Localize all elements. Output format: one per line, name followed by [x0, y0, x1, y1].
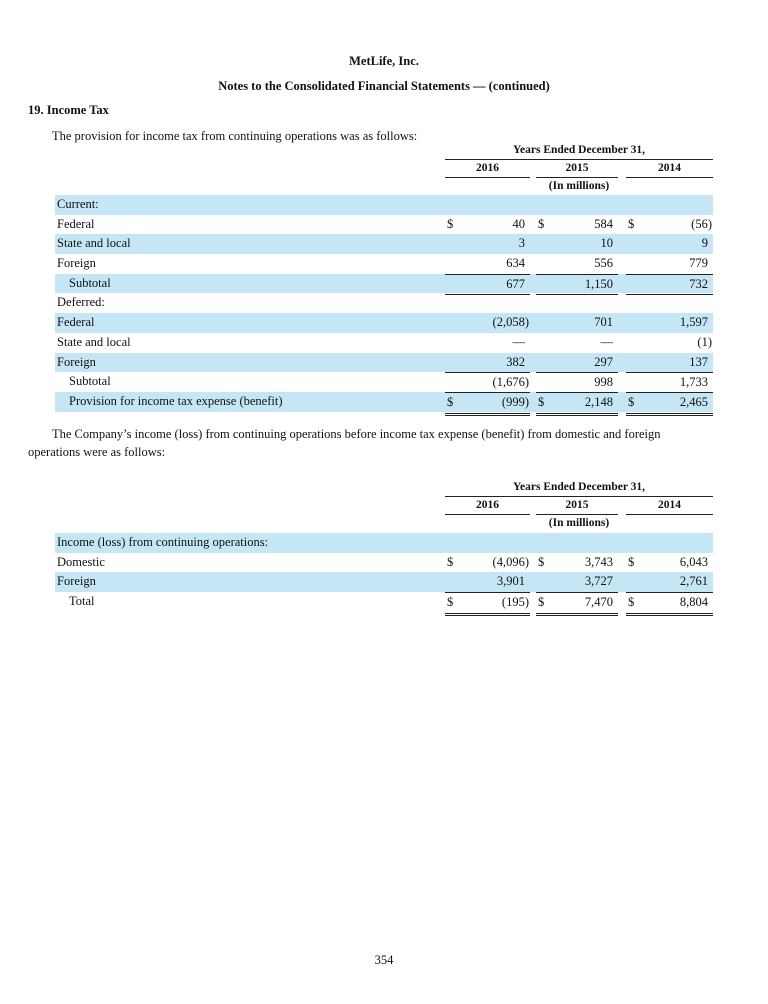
value-cell [626, 572, 713, 592]
value-cell [536, 215, 618, 235]
value-cell [445, 333, 530, 353]
row-label: State and local [57, 334, 131, 349]
value-cell [626, 333, 713, 353]
divider [626, 177, 713, 178]
cell-value: 634 [506, 256, 525, 271]
value-cell [626, 195, 713, 215]
value-cell [445, 195, 530, 215]
row-label: Current: [57, 197, 99, 211]
currency-symbol: $ [447, 216, 454, 231]
cell-value: 2,148 [584, 394, 613, 409]
value-cell [536, 234, 618, 254]
row-label: State and local [57, 236, 131, 251]
row-label: Provision for income tax expense (benefit) [69, 393, 283, 408]
cell-value: (4,096) [492, 554, 529, 569]
table-row [55, 293, 713, 313]
value-cell [536, 533, 618, 553]
value-cell [445, 293, 530, 313]
table-row [55, 592, 713, 612]
value-cell [536, 293, 618, 313]
paragraph-1: The provision for income tax from continuing operations was as follows: [52, 129, 418, 143]
currency-symbol: $ [538, 554, 545, 569]
value-cell [626, 234, 713, 254]
table-row [55, 195, 713, 215]
cell-value: 3,743 [584, 554, 613, 569]
table-row [55, 372, 713, 392]
cell-value: 2,761 [679, 574, 708, 589]
row-label: Income (loss) from continuing operations: [57, 535, 269, 549]
table-row [55, 553, 713, 573]
cell-value: 1,733 [679, 375, 708, 390]
cell-value: — [512, 334, 525, 349]
page-subtitle: Notes to the Consolidated Financial Statements — (continued) [218, 79, 550, 93]
value-cell [536, 195, 618, 215]
value-cell [445, 533, 530, 553]
cell-value: 6,043 [679, 554, 708, 569]
currency-symbol: $ [447, 554, 454, 569]
divider [536, 177, 618, 178]
cell-value: 7,470 [584, 595, 613, 610]
header-year-2014: 2014 [658, 499, 681, 511]
row-label: Foreign [57, 256, 96, 271]
value-cell [626, 353, 713, 373]
cell-value: 2,465 [679, 394, 708, 409]
cell-value: (2,058) [492, 315, 529, 330]
row-label: Foreign [57, 574, 96, 589]
table-row [55, 313, 713, 333]
row-label: Federal [57, 216, 95, 231]
header-year-2014: 2014 [658, 162, 681, 174]
header-group: Years Ended December 31, [512, 481, 646, 493]
cell-value: 297 [594, 354, 613, 369]
value-cell [445, 215, 530, 235]
value-cell [445, 254, 530, 274]
value-cell [445, 313, 530, 333]
value-cell [445, 572, 530, 592]
row-label: Federal [57, 315, 95, 330]
cell-value: 382 [506, 354, 525, 369]
value-cell [445, 372, 530, 393]
cell-value: (1,676) [492, 375, 529, 390]
value-cell [445, 353, 530, 373]
value-cell [626, 215, 713, 235]
value-cell [536, 372, 618, 393]
cell-value: 1,597 [679, 315, 708, 330]
value-cell [536, 353, 618, 373]
currency-symbol: $ [628, 216, 635, 231]
company-name: MetLife, Inc. [349, 54, 419, 68]
divider [626, 514, 713, 515]
cell-value: 1,150 [584, 276, 613, 291]
currency-symbol: $ [538, 595, 545, 610]
row-label: Subtotal [69, 275, 111, 290]
table-row [55, 533, 713, 553]
currency-symbol: $ [538, 394, 545, 409]
value-cell [536, 274, 618, 296]
page-number: 354 [374, 953, 394, 967]
value-cell [445, 234, 530, 254]
value-cell [445, 274, 530, 296]
value-cell [626, 592, 713, 616]
value-cell [626, 293, 713, 313]
value-cell [626, 372, 713, 393]
row-label: Total [69, 594, 95, 609]
row-label: Domestic [57, 554, 105, 569]
value-cell [536, 333, 618, 353]
header-year-2016: 2016 [476, 162, 499, 174]
cell-value: (1) [697, 334, 712, 349]
cell-value: — [600, 334, 613, 349]
header-units: (In millions) [548, 517, 610, 529]
divider [536, 514, 618, 515]
row-label: Deferred: [57, 295, 105, 310]
section-title: 19. Income Tax [28, 103, 109, 117]
paragraph-2-line-1: The Company’s income (loss) from continuing operations before income tax expense (benefit) from domestic and foreign [52, 427, 661, 441]
cell-value: 3 [518, 236, 525, 251]
cell-value: 779 [689, 256, 708, 271]
table-row [55, 254, 713, 274]
income-by-jurisdiction-table [55, 533, 713, 612]
cell-value: 584 [594, 216, 613, 231]
value-cell [536, 553, 618, 573]
divider [445, 514, 530, 515]
currency-symbol: $ [447, 394, 454, 409]
currency-symbol: $ [628, 554, 635, 569]
value-cell [626, 553, 713, 573]
header-units: (In millions) [548, 180, 610, 192]
value-cell [536, 572, 618, 592]
cell-value: 40 [512, 216, 525, 231]
cell-value: 998 [594, 375, 613, 390]
header-year-2015: 2015 [565, 499, 589, 511]
value-cell [445, 553, 530, 573]
table-row [55, 572, 713, 592]
table-row [55, 274, 713, 294]
value-cell [536, 592, 618, 616]
table-row [55, 392, 713, 412]
cell-value: 701 [594, 315, 613, 330]
cell-value: (56) [691, 216, 712, 231]
row-label: Foreign [57, 354, 96, 369]
value-cell [445, 592, 530, 616]
currency-symbol: $ [447, 595, 454, 610]
currency-symbol: $ [628, 595, 635, 610]
cell-value: 732 [689, 276, 708, 291]
cell-value: 10 [600, 236, 613, 251]
header-group: Years Ended December 31, [512, 144, 646, 156]
value-cell [626, 533, 713, 553]
value-cell [445, 392, 530, 416]
divider [445, 496, 713, 497]
cell-value: 677 [506, 276, 525, 291]
row-label: Subtotal [69, 374, 111, 389]
cell-value: 3,901 [496, 574, 525, 589]
table-row [55, 215, 713, 235]
value-cell [626, 274, 713, 296]
header-year-2016: 2016 [476, 499, 499, 511]
divider [445, 159, 713, 160]
value-cell [536, 313, 618, 333]
paragraph-2-line-2: operations were as follows: [28, 445, 166, 459]
cell-value: (195) [501, 595, 529, 610]
cell-value: 556 [594, 256, 613, 271]
value-cell [626, 313, 713, 333]
cell-value: 9 [701, 236, 708, 251]
table-row [55, 234, 713, 254]
header-year-2015: 2015 [565, 162, 589, 174]
value-cell [626, 392, 713, 416]
cell-value: 137 [689, 354, 708, 369]
currency-symbol: $ [538, 216, 545, 231]
currency-symbol: $ [628, 394, 635, 409]
cell-value: 3,727 [584, 574, 613, 589]
value-cell [626, 254, 713, 274]
table-row [55, 333, 713, 353]
value-cell [536, 392, 618, 416]
divider [445, 177, 530, 178]
value-cell [536, 254, 618, 274]
cell-value: 8,804 [679, 595, 708, 610]
table-row [55, 353, 713, 373]
income-tax-provision-table [55, 195, 713, 412]
cell-value: (999) [501, 394, 529, 409]
